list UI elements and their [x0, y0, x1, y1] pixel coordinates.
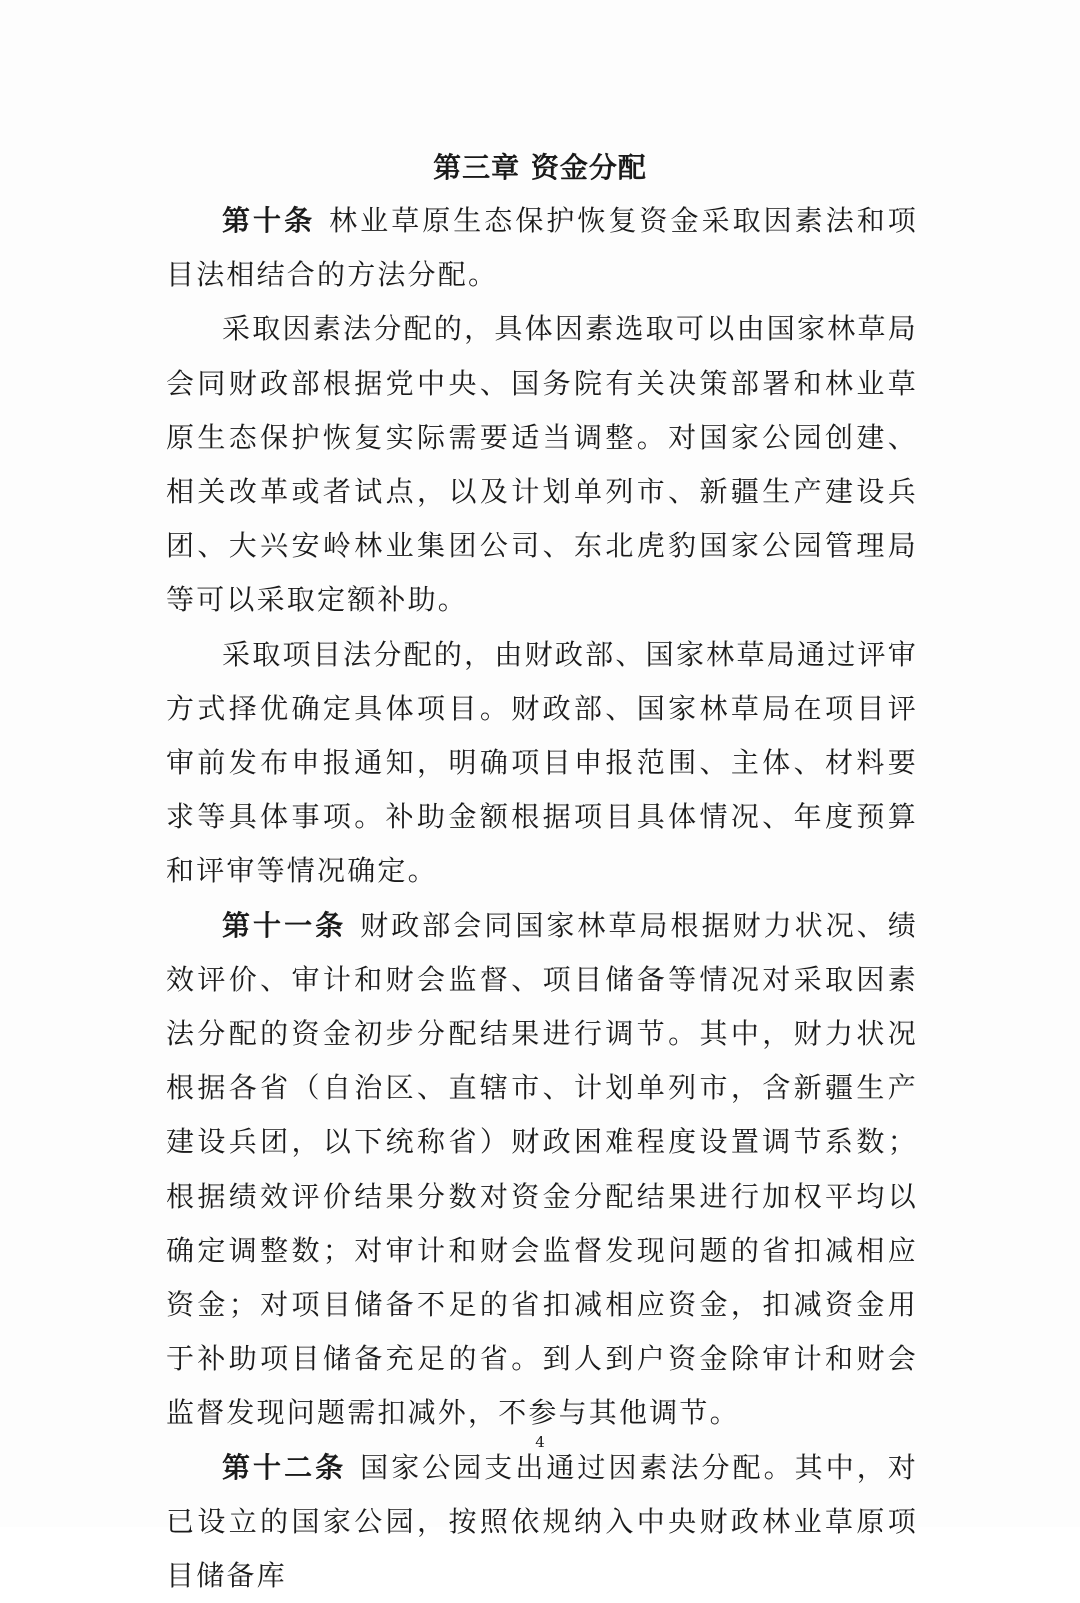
article-11-label: 第十一条 [222, 908, 347, 942]
article-12-label: 第十二条 [222, 1450, 347, 1484]
article-12-paragraph [166, 1441, 918, 1603]
document-body [166, 194, 918, 1603]
article-10-label: 第十条 [222, 204, 316, 237]
chapter-title: 第三章 资金分配 [433, 151, 647, 184]
article-11-paragraph [166, 899, 918, 1441]
article-10-paragraph [166, 194, 918, 302]
project-method-paragraph [166, 628, 918, 899]
factor-method-paragraph [166, 302, 918, 627]
article-12-text: 国家公园支出通过因素法分配。其中，对已设立的国家公园，按照依规纳入中央财政林业草原项目储备库 [166, 1450, 918, 1593]
article-10-text: 林业草原生态保护恢复资金采取因素法和项目法相结合的方法分配。 [166, 204, 918, 292]
factor-method-text: 采取因素法分配的，具体因素选取可以由国家林草局会同财政部根据党中央、国务院有关决策部署和林业草原生态保护恢复实际需要适当调整。对国家公园创建、相关改革或者试点，以及计划单列市、新疆生产建设兵团、大兴安岭林业集团公司、东北虎豹国家公园管理局等可以采取定额补助。 [166, 312, 918, 617]
project-method-text: 采取项目法分配的，由财政部、国家林草局通过评审方式择优确定具体项目。财政部、国家林草局在项目评审前发布申报通知，明确项目申报范围、主体、材料要求等具体事项。补助金额根据项目具体情况、年度预算和评审等情况确定。 [166, 637, 918, 888]
article-11-text: 财政部会同国家林草局根据财力状况、绩效评价、审计和财会监督、项目储备等情况对采取因素法分配的资金初步分配结果进行调节。其中，财力状况根据各省（自治区、直辖市、计划单列市，含新疆生产建设兵团，以下统称省）财政困难程度设置调节系数；根据绩效评价结果分数对资金分配结果进行加权平均以确定调整数；对审计和财会监督发现问题的省扣减相应资金；对项目储备不足的省扣减相应资金，扣减资金用于补助项目储备充足的省。到人到户资金除审计和财会监督发现问题需扣减外，不参与其他调节。 [166, 908, 918, 1430]
page-number: 4 [535, 1433, 545, 1451]
